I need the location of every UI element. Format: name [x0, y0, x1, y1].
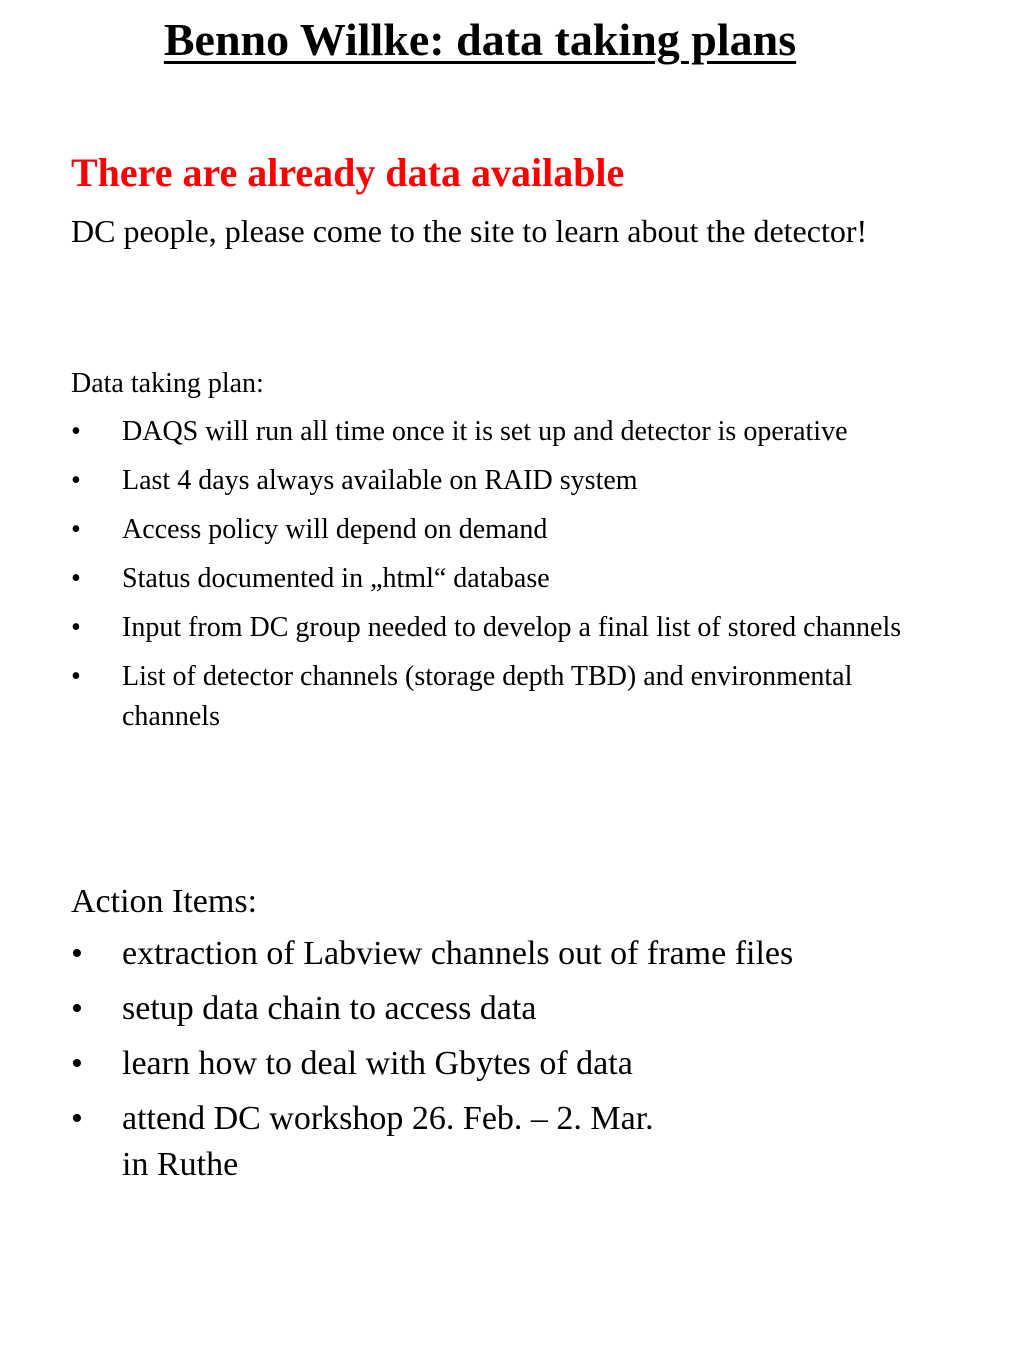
list-item-text: DAQS will run all time once it is set up and detector is operative — [122, 416, 848, 447]
list-item-text-continuation: in Ruthe — [122, 1146, 239, 1183]
list-item — [71, 461, 951, 501]
list-item — [71, 608, 951, 648]
bullet-icon: • — [71, 1045, 83, 1082]
list-item — [71, 1096, 951, 1188]
list-item-text: Status documented in „html“ database — [122, 563, 550, 594]
list-item — [71, 412, 951, 452]
list-item-text: Access policy will depend on demand — [122, 514, 548, 545]
data-taking-plan-list — [71, 412, 951, 746]
bullet-icon: • — [71, 465, 81, 496]
list-item — [71, 986, 951, 1032]
action-items-list — [71, 931, 951, 1197]
action-items-label: Action Items: — [71, 883, 258, 920]
list-item — [71, 931, 951, 977]
list-item — [71, 510, 951, 550]
intro-paragraph: DC people, please come to the site to learn about the detector! — [71, 213, 868, 249]
list-item-text: attend DC workshop 26. Feb. – 2. Mar. — [122, 1100, 654, 1137]
slide-title: Benno Willke: data taking plans — [163, 14, 797, 65]
list-item — [71, 559, 951, 599]
list-item-text: Last 4 days always available on RAID system — [122, 465, 638, 496]
headline: There are already data available — [71, 150, 625, 195]
list-item — [71, 1041, 951, 1087]
list-item-text: learn how to deal with Gbytes of data — [122, 1045, 633, 1082]
bullet-icon: • — [71, 563, 81, 594]
data-taking-plan-label: Data taking plan: — [71, 368, 264, 399]
list-item — [71, 657, 951, 737]
list-item-text: List of detector channels (storage depth TBD) and environmental channels — [122, 661, 853, 732]
bullet-icon: • — [71, 661, 81, 692]
bullet-icon: • — [71, 416, 81, 447]
list-item-text: Input from DC group needed to develop a final list of stored channels — [122, 612, 902, 643]
list-item-text: setup data chain to access data — [122, 990, 537, 1027]
list-item-text: extraction of Labview channels out of frame files — [122, 935, 794, 972]
bullet-icon: • — [71, 990, 83, 1027]
bullet-icon: • — [71, 514, 81, 545]
bullet-icon: • — [71, 612, 81, 643]
bullet-icon: • — [71, 1100, 83, 1137]
bullet-icon: • — [71, 935, 83, 972]
